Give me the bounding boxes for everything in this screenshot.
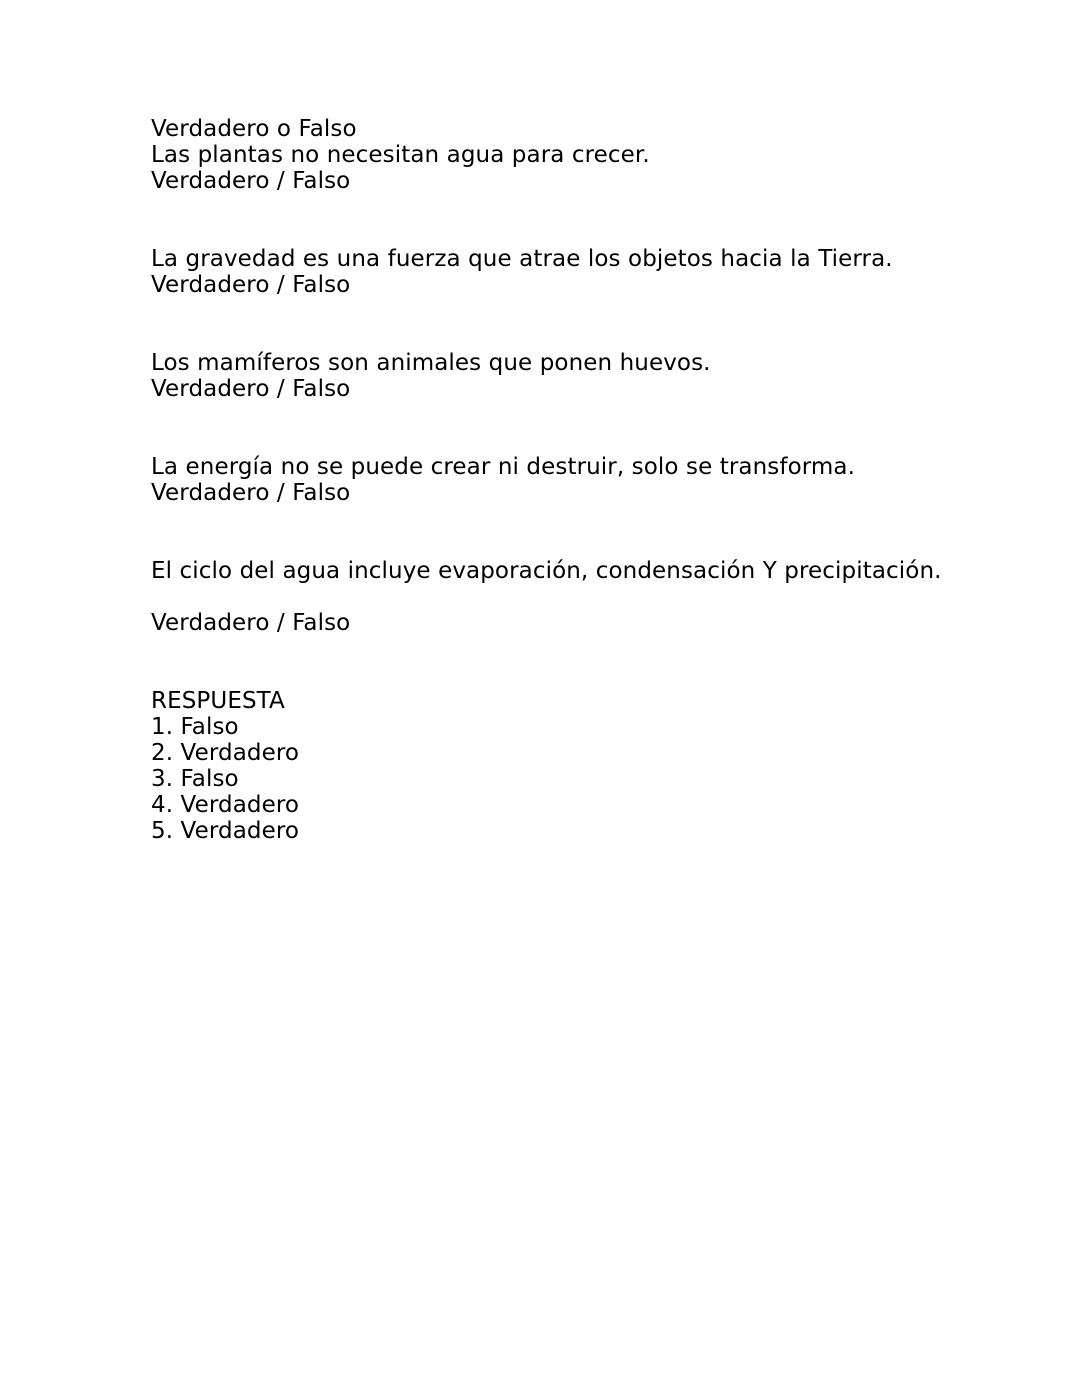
question-statement: La gravedad es una fuerza que atrae los objetos hacia la Tierra. (151, 246, 893, 272)
answer-item: 1. Falso (151, 714, 239, 740)
question-options: Verdadero / Falso (151, 168, 351, 194)
document-content (151, 116, 1051, 844)
question-3 (151, 350, 1051, 402)
question-options: Verdadero / Falso (151, 272, 351, 298)
question-options: Verdadero / Falso (151, 376, 351, 402)
question-statement: La energía no se puede crear ni destruir, solo se transforma. (151, 454, 856, 480)
answer-key (151, 688, 1051, 844)
answer-item: 5. Verdadero (151, 818, 300, 844)
question-statement: El ciclo del agua incluye evaporación, condensación Y precipitación. (151, 558, 942, 584)
question-statement: Las plantas no necesitan agua para crecer. (151, 142, 650, 168)
question-5 (151, 558, 1051, 636)
question-statement: Los mamíferos son animales que ponen huevos. (151, 350, 711, 376)
question-options: Verdadero / Falso (151, 610, 351, 636)
question-4 (151, 454, 1051, 506)
answer-item: 3. Falso (151, 766, 239, 792)
document-title: Verdadero o Falso (151, 116, 357, 142)
answer-heading: RESPUESTA (151, 688, 285, 714)
question-2 (151, 246, 1051, 298)
question-options: Verdadero / Falso (151, 480, 351, 506)
question-1 (151, 142, 1051, 194)
answer-item: 4. Verdadero (151, 792, 300, 818)
answer-item: 2. Verdadero (151, 740, 300, 766)
